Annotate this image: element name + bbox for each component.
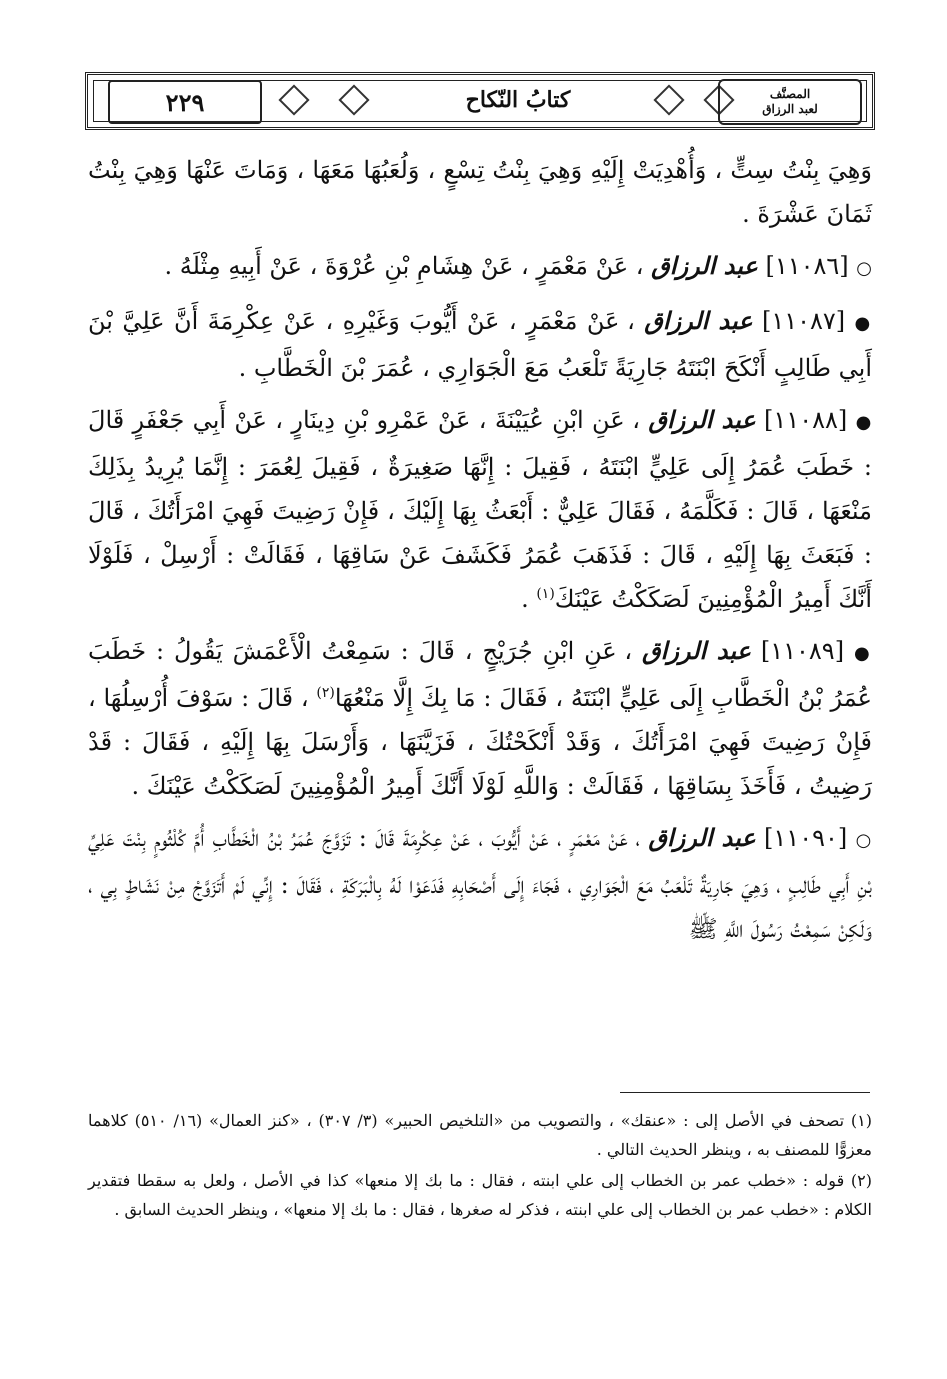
narrator-name: عبد الرزاق: [648, 405, 756, 434]
main-text: [88, 148, 872, 959]
hadith-paragraph: [88, 398, 872, 621]
dot-marker-icon: ●: [855, 412, 872, 433]
footnote: (٢) قوله : «خطب عمر بن الخطاب إلى علي ابنته ، فقال : ما بك إلا منعها» كذا في الأصل ، ولعل به سقطا فتقدير الكلام : «خطب عمر بن الخطاب إلى علي ابنته ، فذكر له صغرها ، فقال : ما بك إلا منعها» ، وينظر الحديث السابق .: [88, 1171, 872, 1219]
hadith-number: [١١٠٨٦]: [765, 252, 849, 280]
hadith-paragraph: [88, 816, 872, 951]
footnote-ref[interactable]: (٢): [316, 685, 335, 701]
hadith-text: ، عَنْ مَعْمَرٍ ، عَنْ أَيُّوبَ وَغَيْرِهِ ، عَنْ عِكْرِمَةَ أَنَّ عَلِيَّ بْنَ أَبِي طَالِبٍ أَنْكَحَ ابْنَتَهُ جَارِيَةً تَلْعَبُ مَعَ الْجَوَارِي ، عُمَرَ بْنَ الْخَطَّابِ .: [88, 307, 872, 382]
book-title: كتابُ النّكاح: [465, 87, 571, 113]
hadith-text-tail: ، قَالَ : سَوْفَ أُرْسِلُهَا ، فَإِنْ رَضِيتَ فَهِيَ امْرَأَتُكَ ، وَقَدْ أَنْكَحْتُكَ ، فَزَيَّنَهَا ، وَأَرْسَلَ بِهَا إِلَيْهِ ، فَقَالَ : قَدْ رَضِيتُ ، فَأَخَذَ بِسَاقِهَا ، فَقَالَتْ : وَاللَّهِ لَوْلَا أَنَّكَ أَمِيرُ الْمُؤْمِنِينَ لَصَكَكْتُ عَيْنَكَ .: [88, 684, 872, 800]
hadith-text: ، عَنِ ابْنِ عُيَيْنَةَ ، عَنْ عَمْرِو بْنِ دِينَارٍ ، عَنْ أَبِي جَعْفَرٍ قَالَ : خَطَبَ عُمَرُ إِلَى عَلِيٍّ ابْنَتَهُ ، فَقِيلَ : إِنَّهَا صَغِيرَةٌ ، فَقِيلَ لِعُمَرَ : إِنَّمَا يُرِيدُ بِذَلِكَ مَنْعَهَا ، قَالَ : فَكَلَّمَهُ ، فَقَالَ عَلِيٌّ : أَبْعَثُ بِهَا إِلَيْكَ ، فَإِنْ رَضِيتَ فَهِيَ امْرَأَتُكَ ، قَالَ : فَبَعَثَ بِهَا إِلَيْهِ ، قَالَ : فَذَهَبَ عُمَرُ فَكَشَفَ عَنْ سَاقِهَا ، فَقَالَتْ : أَرْسِلْ ، فَلَوْلَا أَنَّكَ أَمِيرُ الْمُؤْمِنِينَ لَصَكَكْتُ عَيْنَكَ: [88, 406, 872, 613]
hadith-text: ، عَنْ مَعْمَرٍ ، عَنْ أَيُّوبَ ، عَنْ عِكْرِمَةَ قَالَ : تَزَوَّجَ عُمَرُ بْنُ الْخَطَّابِ أُمَّ كُلْثُومٍ بِنْتَ عَلِيِّ بْنِ أَبِي طَالِبٍ ، وَهِيَ جَارِيَةٌ تَلْعَبُ مَعَ الْجَوَارِي ، فَجَاءَ إِلَى أَصْحَابِهِ فَدَعَوْا لَهُ بِالْبَرَكَةِ ، فَقَالَ : إِنِّي لَمْ أَتَزَوَّجْ مِنْ نَشَاطٍ بِي ، وَلَكِنْ سَمِعْتُ رَسُولَ اللَّهِ ﷺ: [88, 824, 872, 943]
circle-marker-icon: ○: [856, 258, 872, 279]
hadith-text-tail: .: [521, 585, 537, 613]
narrator-name: عبد الرزاق: [651, 251, 758, 280]
footnote: (١) تصحف في الأصل إلى : «عنقك» ، والتصويب من «التلخيص الحبير» (٣/ ٣٠٧) ، «كنز العمال» (١٦/ ٥١٠) كلاهما معزوًّا للمصنف به ، وينظر الحديث التالي .: [88, 1111, 872, 1159]
hadith-paragraph: [88, 299, 872, 390]
footnote-divider: [620, 1092, 870, 1093]
hadith-paragraph: [88, 629, 872, 808]
footnote-ref[interactable]: (١): [536, 586, 555, 602]
hadith-number: [١١٠٨٩]: [760, 637, 845, 665]
hadith-number: [١١٠٨٧]: [761, 307, 846, 335]
narrator-name: عبد الرزاق: [644, 306, 753, 335]
author-badge: [718, 79, 862, 125]
paragraph-text: وَهِيَ بِنْتُ سِتٍّ ، وَأُهْدِيَتْ إِلَيْهِ وَهِيَ بِنْتُ تِسْعٍ ، وَلُعَبُهَا مَعَهَا ، وَمَاتَ عَنْهَا وَهِيَ بِنْتُ ثَمَانَ عَشْرَةَ .: [88, 156, 872, 228]
paragraph: [88, 148, 872, 236]
circle-marker-icon: ○: [855, 830, 872, 851]
hadith-number: [١١٠٨٨]: [764, 406, 848, 434]
narrator-name: عبد الرزاق: [642, 636, 751, 665]
hadith-number: [١١٠٩٠]: [764, 824, 848, 852]
hadith-text: ، عَنِ ابْنِ جُرَيْجٍ ، قَالَ : سَمِعْتُ الْأَعْمَشَ يَقُولُ : خَطَبَ عُمَرُ بْنُ الْخَطَّابِ إِلَى عَلِيٍّ ابْنَتَهُ ، فَقَالَ : مَا بِكَ إِلَّا مَنْعُهَا: [88, 637, 872, 712]
page-number: ٢٢٩: [108, 80, 262, 124]
hadith-paragraph: [88, 244, 872, 291]
page-header: [85, 72, 875, 130]
author-line-2: لعبد الرزاق: [762, 102, 818, 116]
hadith-text: ، عَنْ مَعْمَرٍ ، عَنْ هِشَامِ بْنِ عُرْوَةَ ، عَنْ أَبِيهِ مِثْلَهُ .: [164, 252, 644, 280]
footnotes: [88, 1106, 872, 1226]
author-line-1: المصنَّف: [769, 87, 811, 101]
narrator-name: عبد الرزاق: [648, 823, 756, 852]
dot-marker-icon: ●: [854, 313, 872, 334]
dot-marker-icon: ●: [853, 643, 872, 664]
